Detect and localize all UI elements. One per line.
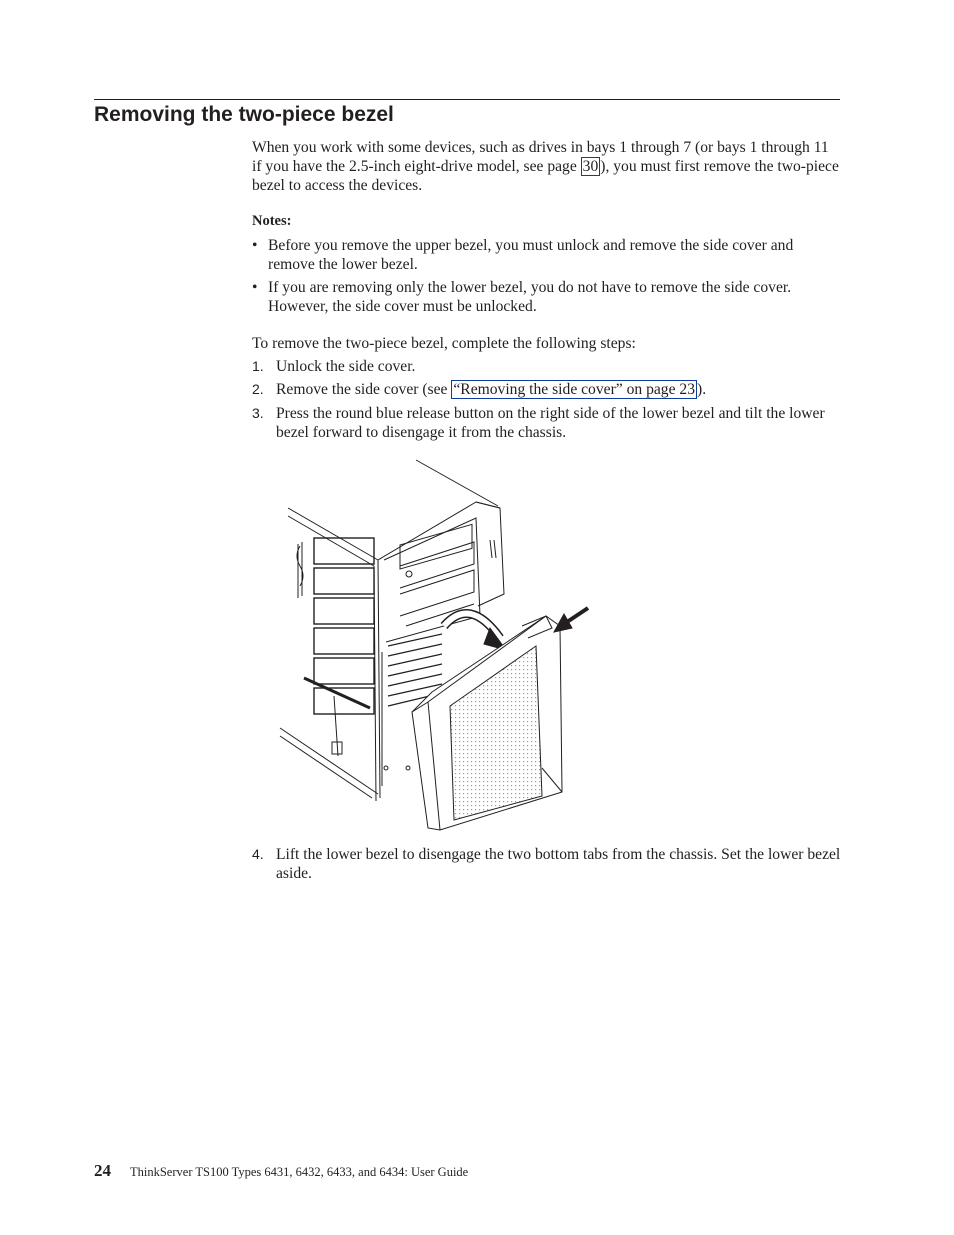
step-text [276, 380, 842, 399]
bezel-removal-illustration [278, 456, 598, 834]
footer-title: ThinkServer TS100 Types 6431, 6432, 6433, and 6434: User Guide [130, 1165, 469, 1179]
step-number: 4. [252, 846, 264, 862]
step-text: Press the round blue release button on the right side of the lower bezel and tilt the lower bezel forward to disengage it from the chassis. [276, 405, 825, 441]
intro-text-end: ), you must first remove the two-piece bezel to access the devices. [252, 158, 839, 194]
intro-paragraph [252, 138, 842, 195]
intro-text-start: When you work with some devices, such as drives in bays 1 through 7 (or bays 1 through 11 if you have the 2.5-inch eight-drive model, see page [252, 139, 829, 175]
section-title: Removing the two-piece bezel [94, 103, 394, 126]
step-text: Unlock the side cover. [276, 358, 416, 375]
notes-heading: Notes: [252, 213, 292, 229]
push-arrow-icon [554, 608, 588, 632]
page-number: 24 [94, 1161, 111, 1180]
note-text: If you are removing only the lower bezel, you do not have to remove the side cover. However, the side cover must be unlocked. [268, 279, 792, 315]
step-text-start: Remove the side cover (see [276, 381, 452, 398]
bullet-icon: • [252, 237, 258, 254]
bullet-icon: • [252, 279, 258, 296]
step-text-end: ). [697, 381, 707, 398]
page-30-link[interactable]: 30 [582, 158, 599, 175]
rotation-arrow-icon [444, 614, 506, 651]
step-number: 3. [252, 405, 264, 421]
side-cover-link[interactable]: “Removing the side cover” on page 23 [453, 381, 696, 398]
step-number: 2. [252, 381, 264, 397]
step-text: Lift the lower bezel to disengage the two bottom tabs from the chassis. Set the lower bezel aside. [276, 846, 841, 882]
step-number: 1. [252, 358, 264, 374]
section-rule [94, 99, 840, 100]
note-text: Before you remove the upper bezel, you must unlock and remove the side cover and remove the lower bezel. [268, 237, 794, 273]
lower-bezel [412, 616, 562, 830]
procedure-intro: To remove the two-piece bezel, complete the following steps: [252, 335, 636, 352]
page-footer [94, 1161, 469, 1181]
